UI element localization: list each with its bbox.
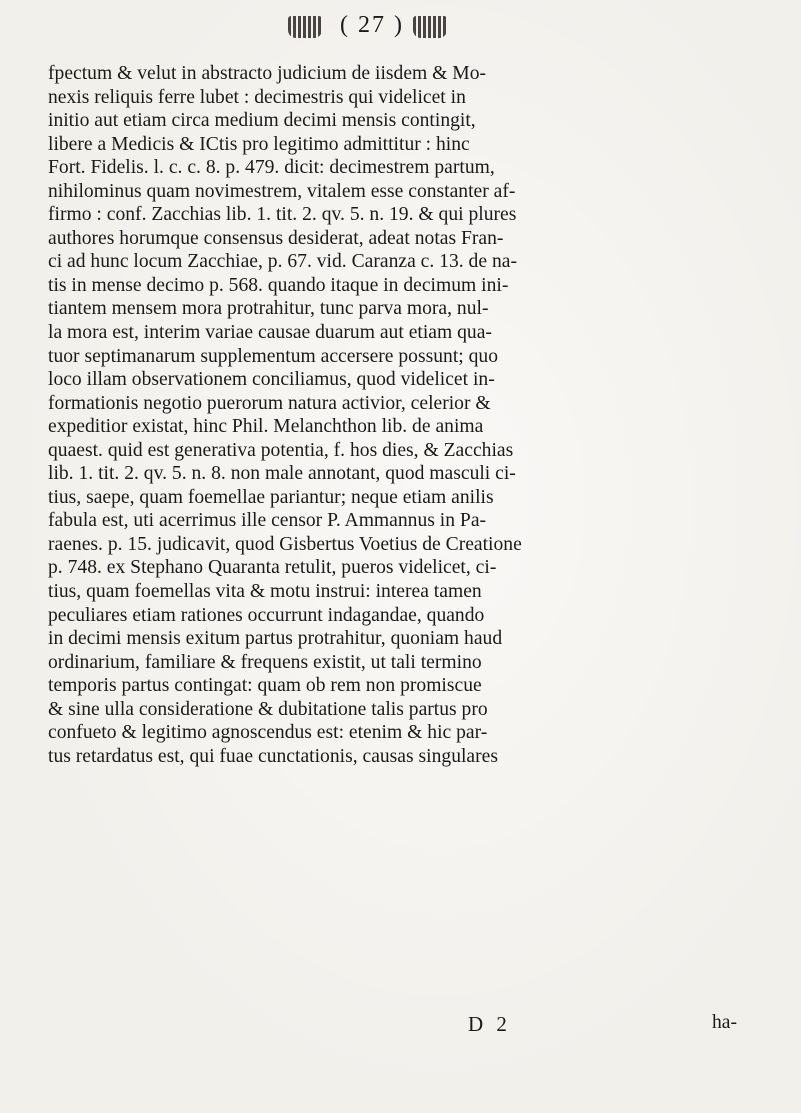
text-line: ordinarium, familiare & frequens existit, ut tali termino <box>48 651 482 673</box>
body-text <box>48 62 768 768</box>
text-line: nihilominus quam novimestrem, vitalem esse constanter af- <box>48 180 516 202</box>
text-line: authores horumque consensus desiderat, adeat notas Fran- <box>48 227 504 249</box>
text-line: nexis reliquis ferre lubet : decimestris qui videlicet in <box>48 86 466 108</box>
page-number: ( 27 ) <box>340 12 404 38</box>
text-line: expeditior existat, hinc Phil. Melanchthon lib. de anima <box>48 416 484 438</box>
text-line: & sine ulla consideratione & dubitatione talis partus pro <box>48 698 488 720</box>
text-line: temporis partus contingat: quam ob rem non promiscue <box>48 675 482 697</box>
text-line: peculiares etiam rationes occurrunt indagandae, quando <box>48 604 485 626</box>
text-line: firmo : conf. Zacchias lib. 1. tit. 2. qv. 5. n. 19. & qui plures <box>48 204 517 226</box>
text-line: Fort. Fidelis. l. c. c. 8. p. 479. dicit: decimestrem partum, <box>48 157 495 179</box>
text-line: raenes. p. 15. judicavit, quod Gisbertus Voetius de Creatione <box>48 533 522 555</box>
page-footer <box>0 1012 801 1042</box>
text-line: confueto & legitimo agnoscendus est: etenim & hic par- <box>48 722 488 744</box>
ornament-right-icon <box>413 16 447 38</box>
text-line: tiantem mensem mora protrahitur, tunc parva mora, nul- <box>48 298 489 320</box>
text-line: tus retardatus est, qui fuae cunctationis, causas singulares <box>48 745 498 767</box>
text-line: in decimi mensis exitum partus protrahitur, quoniam haud <box>48 628 503 650</box>
text-line: fpectum & velut in abstracto judicium de iisdem & Mo- <box>48 63 487 84</box>
text-line: p. 748. ex Stephano Quaranta retulit, pueros videlicet, ci- <box>48 557 497 579</box>
text-line: quaest. quid est generativa potentia, f. hos dies, & Zacchias <box>48 439 514 461</box>
text-line: initio aut etiam circa medium decimi mensis contingit, <box>48 110 476 132</box>
text-line: fabula est, uti acerrimus ille censor P. Ammannus in Pa- <box>48 510 487 532</box>
text-line: loco illam observationem conciliamus, quod videlicet in- <box>48 369 495 391</box>
text-line: libere a Medicis & ICtis pro legitimo admittitur : hinc <box>48 133 470 155</box>
text-line: tuor septimanarum supplementum accersere possunt; quo <box>48 345 498 367</box>
text-line: lib. 1. tit. 2. qv. 5. n. 8. non male annotant, quod masculi ci- <box>48 463 516 485</box>
page-header <box>0 12 801 52</box>
text-line: formationis negotio puerorum natura activior, celerior & <box>48 392 491 414</box>
text-line: ci ad hunc locum Zacchiae, p. 67. vid. Caranza c. 13. de na- <box>48 251 517 273</box>
text-line: tius, quam foemellas vita & motu instrui: interea tamen <box>48 581 482 603</box>
text-line: tius, saepe, quam foemellae pariantur; neque etiam anilis <box>48 486 494 508</box>
catchword: ha- <box>712 1012 738 1033</box>
text-line: la mora est, interim variae causae duarum aut etiam qua- <box>48 322 492 344</box>
ornament-left-icon <box>288 16 322 38</box>
text-line: tis in mense decimo p. 568. quando itaque in decimum ini- <box>48 274 509 296</box>
signature-mark: D 2 <box>468 1012 511 1036</box>
